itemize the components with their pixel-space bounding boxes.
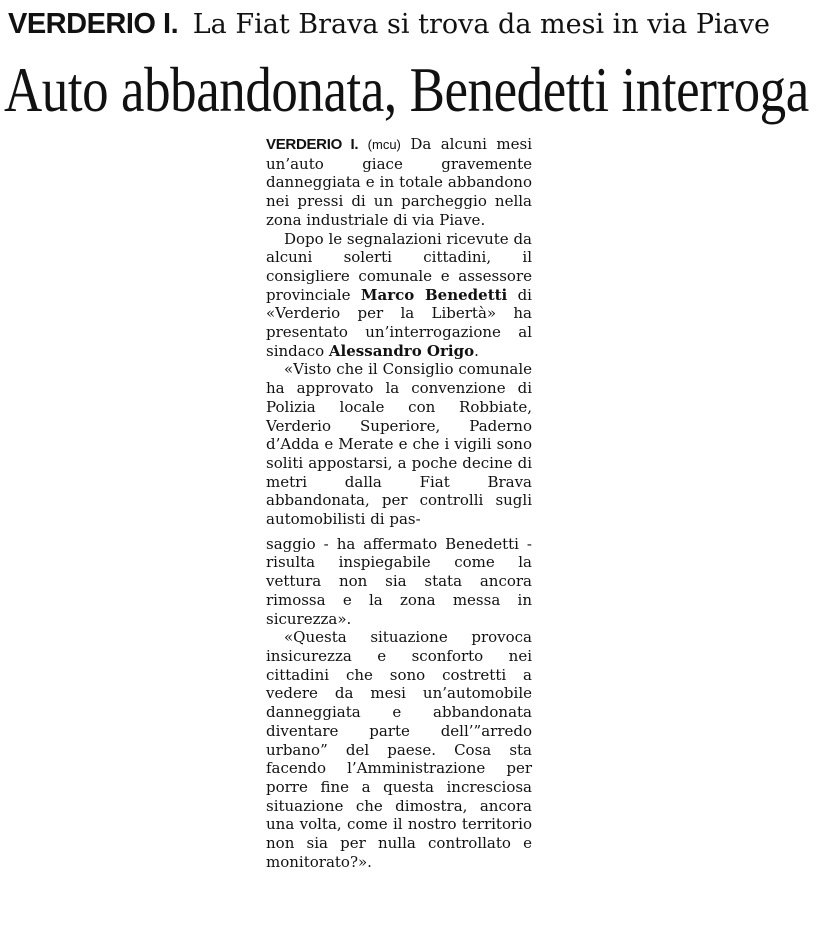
headline: Auto abbandonata, Benedetti interroga — [4, 54, 809, 125]
paragraph-3-continued-text: saggio - ha affermato Benedetti - risulta inspiegabile come la vettura non sia stata ancora rimossa e la zona messa in sicurezza». — [266, 534, 532, 628]
kicker-place: VERDERIO I. — [8, 8, 179, 40]
paragraph-3-continued — [266, 535, 532, 629]
article-body — [266, 135, 532, 871]
lead-credit: (mcu) — [367, 137, 401, 152]
paragraph-3-text: «Visto che il Consiglio comunale ha approvato la convenzione di Polizia locale con Robbiate, Verderio Superiore, Paderno d’Adda e Merate e che i vigili sono soliti appostarsi, a poche decine di metri dalla Fiat Brava abbandonata, per controlli sugli automobilisti di pas- — [266, 360, 532, 529]
kicker-text: La Fiat Brava si trova da mesi in via Piave — [192, 9, 770, 40]
paragraph-2 — [266, 230, 532, 361]
paragraph-1-text: Da alcuni mesi un’auto giace gravemente danneggiata e in totale abbandono nei pressi di un parcheggio nella zona industriale di via Piave. — [266, 135, 532, 229]
paragraph-3 — [266, 360, 532, 528]
paragraph-2-text-b: di «Verderio per la Libertà» ha presentato un’interrogazione al sindaco — [266, 285, 532, 360]
paragraph-2-text-a: Dopo le segnalazioni ricevute da alcuni solerti cittadini, il consigliere comunale e assessore provinciale — [266, 229, 532, 304]
person-name-origo: Alessandro Origo — [328, 341, 475, 360]
paragraph-1 — [266, 135, 532, 230]
paragraph-4 — [266, 628, 532, 871]
person-name-benedetti: Marco Benedetti — [360, 285, 508, 304]
kicker-line — [8, 4, 808, 44]
lead-place: VERDERIO I. — [266, 136, 359, 153]
paragraph-2-text-c: . — [474, 341, 479, 360]
paragraph-4-text: «Questa situazione provoca insicurezza e sconforto nei cittadini che sono costretti a vedere da mesi un’automobile danneggiata e abbandonata diventare parte dell’”arredo urbano” del paese. Cosa sta facendo l’Amministrazione per porre fine a questa incresciosa situazione che dimostra, ancora una volta, come il nostro territorio non sia per nulla controllato e monitorato?». — [266, 628, 532, 871]
